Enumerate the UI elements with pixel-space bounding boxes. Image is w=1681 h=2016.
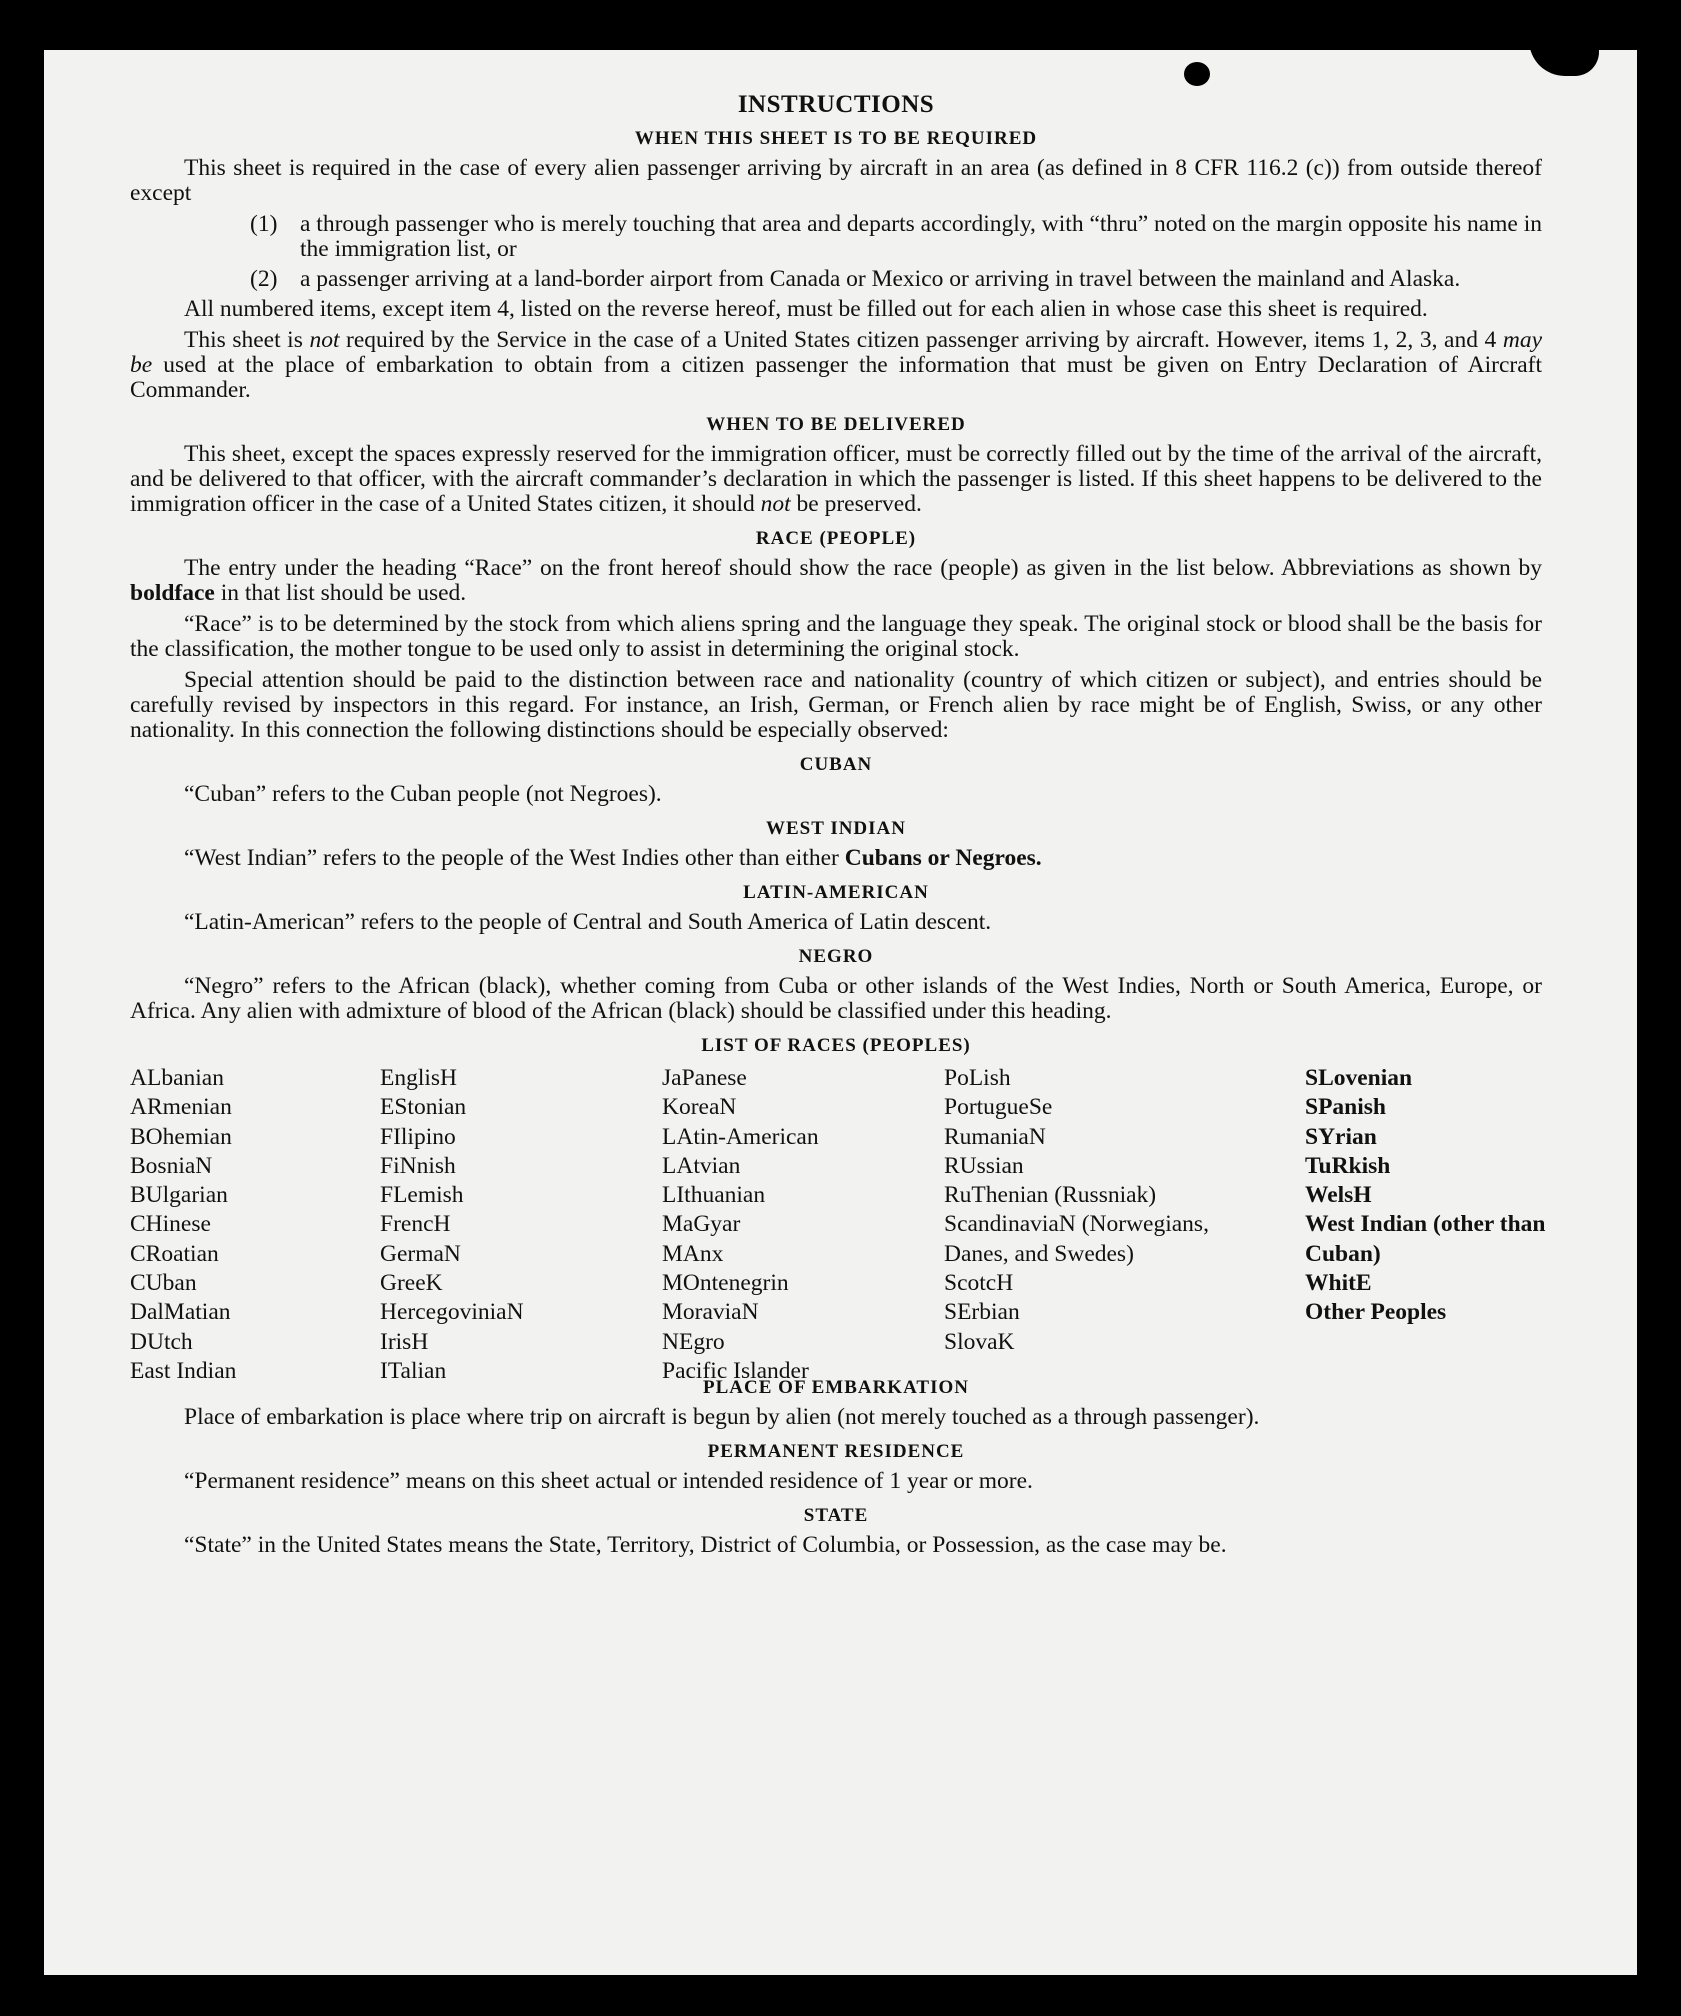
- page-title: INSTRUCTIONS: [737, 91, 935, 118]
- race-entry: LIthuanian: [662, 1182, 766, 1209]
- heading-latin-american: LATIN-AMERICAN: [743, 882, 929, 903]
- race-entry: CRoatian: [130, 1240, 219, 1267]
- text-run: This sheet, except the spaces expressly reserved for the immigration officer, must be correctly filled out by the time of the arrival of the aircraft, and be delivered to that officer, with the aircraft commander’s declaration in which the passenger is listed. If this sheet happens to be delivered to the immigration officer in the case of a United States citizen, it should: [130, 441, 1542, 517]
- race-entry: IrisH: [380, 1328, 429, 1355]
- race-entry: GreeK: [380, 1270, 443, 1297]
- race-column-5: [1305, 1064, 1550, 1328]
- heading-embarkation: PLACE OF EMBARKATION: [703, 1377, 969, 1398]
- race-entry: SYrian: [1305, 1123, 1377, 1150]
- heading-state: STATE: [803, 1505, 869, 1526]
- race-entry: SlovaK: [944, 1328, 1015, 1355]
- race-entry: EStonian: [380, 1094, 467, 1121]
- item-number: (1): [250, 211, 278, 237]
- race-entry: FrencH: [380, 1211, 451, 1238]
- race-entry: BosniaN: [130, 1152, 213, 1179]
- race-entry: DalMatian: [130, 1299, 231, 1326]
- race-entry: ALbanian: [130, 1065, 224, 1091]
- race-entry: GermaN: [380, 1240, 461, 1267]
- race-list: [130, 1064, 1546, 1384]
- instructions-content: [130, 91, 1546, 1564]
- exception-item-2: [130, 267, 1542, 292]
- torn-corner: [1529, 40, 1599, 76]
- race-entry: BUlgarian: [130, 1182, 228, 1209]
- race-entry: FIlipino: [380, 1123, 456, 1150]
- race-entry: DUtch: [130, 1328, 193, 1355]
- cuban-definition: “Cuban” refers to the Cuban people (not Negroes).: [184, 781, 662, 807]
- text-run: This sheet is: [184, 327, 310, 353]
- race-column-2: [380, 1064, 615, 1386]
- race-entry: Other Peoples: [1305, 1299, 1447, 1326]
- negro-definition: “Negro” refers to the African (black), whether coming from Cuba or other islands of the West Indies, North or South America, Europe, or Africa. Any alien with admixture of blood of the African (black) should be classified under this heading.: [130, 973, 1542, 1024]
- race-entry: MOntenegrin: [662, 1270, 789, 1297]
- race-entry: MAnx: [662, 1240, 724, 1267]
- text-run: The entry under the heading “Race” on the front hereof should show the race (people) as given in the list below. Abbreviations as shown by: [184, 555, 1542, 581]
- race-entry: PortugueSe: [944, 1094, 1053, 1121]
- heading-negro: NEGRO: [798, 946, 874, 967]
- race-entry: JaPanese: [662, 1065, 747, 1091]
- heading-when-required: WHEN THIS SHEET IS TO BE REQUIRED: [634, 128, 1038, 149]
- race-entry: LAtvian: [662, 1152, 741, 1179]
- race-entry: MoraviaN: [662, 1299, 759, 1326]
- race-entry: East Indian: [130, 1357, 237, 1384]
- residence-definition: “Permanent residence” means on this sheet actual or intended residence of 1 year or more.: [184, 1468, 1033, 1494]
- item-number: (2): [250, 266, 278, 292]
- west-indian-definition: [130, 846, 1542, 871]
- state-definition: “State” in the United States means the State, Territory, District of Columbia, or Possession, as the case may be.: [184, 1532, 1227, 1558]
- bold-word: boldface: [130, 580, 215, 606]
- race-entry: RUssian: [944, 1152, 1024, 1179]
- when-delivered-text: [130, 442, 1542, 517]
- race-entry: SLovenian: [1305, 1065, 1413, 1091]
- emphasis-not: not: [309, 327, 340, 353]
- race-entry: FiNnish: [380, 1152, 456, 1179]
- text-run: required by the Service in the case of a United States citizen passenger arriving by aircraft. However, items 1, 2, 3, and 4: [339, 327, 1503, 353]
- race-column-4: [944, 1064, 1250, 1357]
- race-entry: BOhemian: [130, 1123, 232, 1150]
- race-paragraph-1: [130, 556, 1542, 606]
- text-run: be preserved.: [790, 491, 922, 517]
- citizen-paragraph: [130, 328, 1542, 403]
- text-run: “West Indian” refers to the people of the West Indies other than either: [184, 845, 845, 871]
- race-entry: CUban: [130, 1270, 197, 1297]
- item-text: a through passenger who is merely touching that area and departs accordingly, with “thru” noted on the margin opposite his name in the immigration list, or: [300, 211, 1542, 262]
- numbered-items-paragraph: All numbered items, except item 4, listed on the reverse hereof, must be filled out for each alien in whose case this sheet is required.: [184, 296, 1428, 322]
- race-entry: ScandinaviaN (Norwegians, Danes, and Swedes): [944, 1211, 1209, 1267]
- when-required-intro: This sheet is required in the case of every alien passenger arriving by aircraft in an area (as defined in 8 CFR 116.2 (c)) from outside thereof except: [130, 155, 1542, 206]
- race-paragraph-3: Special attention should be paid to the distinction between race and nationality (country of which citizen or subject), and entries should be carefully revised by inspectors in this regard. For instance, an Irish, German, or French alien by race might be of English, Swiss, or any other nationality. In this connection the following distinctions should be especially observed:: [130, 667, 1542, 743]
- race-entry: WhitE: [1305, 1270, 1372, 1297]
- race-entry: NEgro: [662, 1328, 725, 1355]
- heading-race: RACE (PEOPLE): [755, 528, 917, 549]
- race-entry: ScotcH: [944, 1270, 1014, 1297]
- race-column-3: [662, 1064, 912, 1386]
- race-entry: ARmenian: [130, 1094, 232, 1121]
- race-entry: LAtin-American: [662, 1123, 819, 1150]
- bold-run: Cubans or Negroes.: [844, 845, 1042, 871]
- heading-list-of-races: LIST OF RACES (PEOPLES): [701, 1035, 971, 1056]
- race-entry: SErbian: [944, 1299, 1020, 1326]
- embarkation-definition: Place of embarkation is place where trip on aircraft is begun by alien (not merely touched as a through passenger).: [184, 1404, 1260, 1430]
- race-entry: WelsH: [1305, 1182, 1372, 1209]
- emphasis-not: not: [760, 491, 791, 517]
- emphasis-may-be: may be: [130, 327, 1542, 378]
- race-column-1: [130, 1064, 365, 1386]
- item-text: a passenger arriving at a land-border airport from Canada or Mexico or arriving in travel between the mainland and Alaska.: [300, 266, 1461, 292]
- race-entry: SPanish: [1305, 1094, 1386, 1121]
- race-entry: CHinese: [130, 1211, 211, 1238]
- race-entry: Pacific Islander: [662, 1357, 809, 1384]
- document-sheet: [44, 50, 1637, 1975]
- race-entry: West Indian (other than Cuban): [1305, 1211, 1546, 1267]
- race-entry: KoreaN: [662, 1094, 737, 1121]
- race-entry: RumaniaN: [944, 1123, 1046, 1150]
- heading-permanent-residence: PERMANENT RESIDENCE: [707, 1441, 965, 1462]
- race-entry: RuThenian (Russniak): [944, 1182, 1157, 1209]
- race-paragraph-2: “Race” is to be determined by the stock from which aliens spring and the language they speak. The original stock or blood shall be the basis for the classification, the mother tongue to be used only to assist in determining the original stock.: [130, 611, 1542, 662]
- heading-cuban: CUBAN: [799, 754, 873, 775]
- latin-american-definition: “Latin-American” refers to the people of Central and South America of Latin descent.: [184, 909, 992, 935]
- race-entry: ITalian: [380, 1357, 447, 1384]
- race-entry: PoLish: [944, 1065, 1011, 1091]
- heading-when-delivered: WHEN TO BE DELIVERED: [706, 414, 966, 435]
- heading-west-indian: WEST INDIAN: [766, 818, 906, 839]
- race-entry: HercegoviniaN: [380, 1299, 524, 1326]
- race-entry: TuRkish: [1305, 1152, 1391, 1179]
- exception-item-1: [130, 212, 1542, 262]
- ink-mark: [1184, 62, 1210, 86]
- text-run: used at the place of embarkation to obtain from a citizen passenger the information that must be given on Entry Declaration of Aircraft Commander.: [130, 352, 1542, 403]
- race-entry: FLemish: [380, 1182, 464, 1209]
- race-entry: MaGyar: [662, 1211, 741, 1238]
- race-entry: EnglisH: [380, 1065, 458, 1091]
- text-run: in that list should be used.: [214, 580, 467, 606]
